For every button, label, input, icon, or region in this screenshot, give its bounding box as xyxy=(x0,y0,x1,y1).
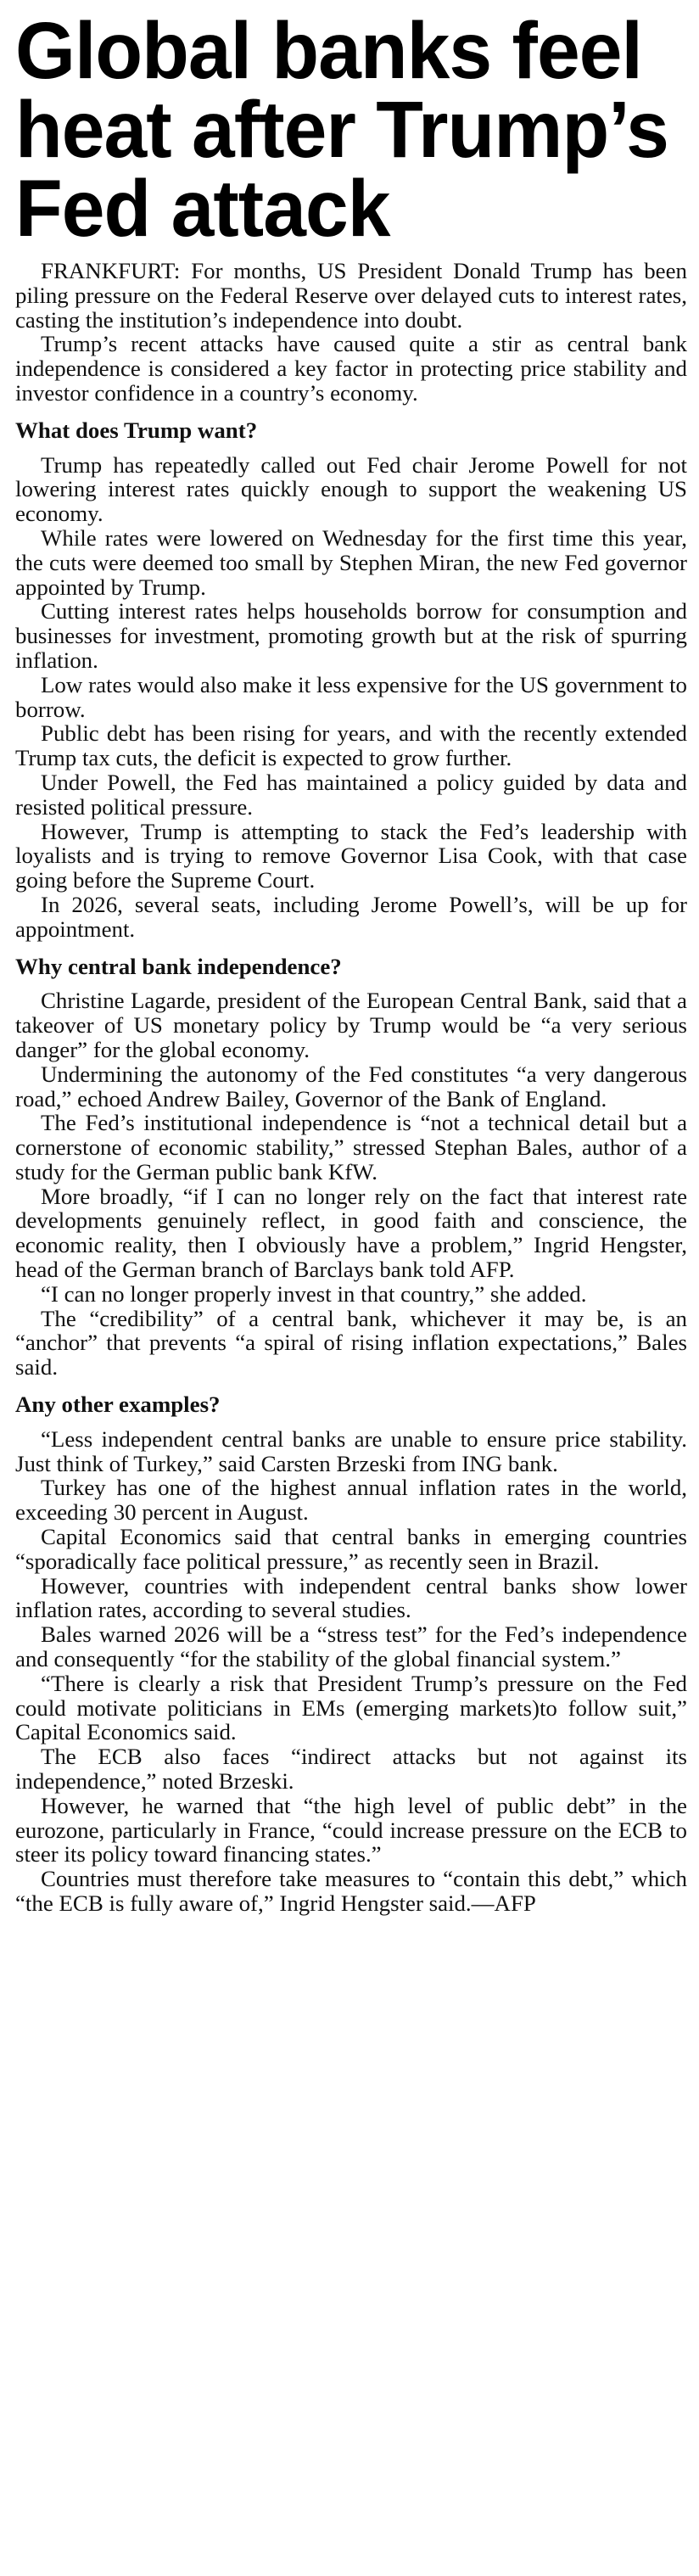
paragraph: However, Trump is attempting to stack the Fed’s leadership with loyalists and is trying to remove Governor Lisa Cook, with that case going before the Supreme Court. xyxy=(15,818,687,893)
paragraph: Trump has repeatedly called out Fed chair Jerome Powell for not lowering interest rates quickly enough to support the weakening US economy. xyxy=(15,451,687,527)
paragraph: Cutting interest rates helps households borrow for consumption and businesses for investment, promoting growth but at the risk of spurring inflation. xyxy=(15,598,687,673)
paragraph: FRANKFURT: For months, US President Donald Trump has been piling pressure on the Federal Reserve over delayed cuts to interest rates, casting the institution’s independence into doubt. xyxy=(15,258,687,333)
paragraph: Countries must therefore take measures to “contain this debt,” which “the ECB is fully aware of,” Ingrid Hengster said.—AFP xyxy=(15,1866,687,1916)
paragraph: “I can no longer properly invest in that country,” she added. xyxy=(41,1280,587,1307)
paragraph: Under Powell, the Fed has maintained a policy guided by data and resisted political pressure. xyxy=(15,769,687,820)
section-heading: Any other examples? xyxy=(15,1392,221,1418)
section-heading: What does Trump want? xyxy=(15,417,258,443)
paragraph: The Fed’s institutional independence is “not a technical detail but a cornerstone of economic stability,” stressed Stephan Bales, author of a study for the German public bank KfW. xyxy=(15,1110,687,1184)
paragraph: Trump’s recent attacks have caused quite a stir as central bank independence is considered a key factor in protecting price stability and investor confidence in a country’s economy. xyxy=(15,331,687,406)
paragraph: Undermining the autonomy of the Fed constitutes “a very dangerous road,” echoed Andrew Bailey, Governor of the Bank of England. xyxy=(15,1061,687,1112)
paragraph: Capital Economics said that central banks in emerging countries “sporadically face political pressure,” as recently seen in Brazil. xyxy=(15,1524,687,1574)
paragraph: While rates were lowered on Wednesday for the first time this year, the cuts were deemed too small by Stephen Miran, the new Fed governor appointed by Trump. xyxy=(15,524,687,600)
paragraph: However, countries with independent central banks show lower inflation rates, according to several studies. xyxy=(15,1572,687,1623)
headline-line: Fed attack xyxy=(15,164,390,254)
paragraph: More broadly, “if I can no longer rely on the fact that interest rate developments genuinely reflect, in good faith and conscience, the economic reality, then I obviously have a problem,” Ingrid Hengster, head of the German branch of Barclays bank told AFP. xyxy=(15,1183,687,1283)
paragraph: However, he warned that “the high level of public debt” in the eurozone, particularly in France, “could increase pressure on the ECB to steer its policy toward financing states.” xyxy=(15,1792,687,1868)
paragraph: Public debt has been rising for years, and with the recently extended Trump tax cuts, the deficit is expected to grow further. xyxy=(15,720,687,771)
paragraph: “Less independent central banks are unable to ensure price stability. Just think of Turkey,” said Carsten Brzeski from ING bank. xyxy=(15,1425,687,1476)
paragraph: The ECB also faces “indirect attacks but not against its independence,” noted Brzeski. xyxy=(15,1744,687,1795)
paragraph: The “credibility” of a central bank, whichever it may be, is an “anchor” that prevents “a spiral of rising inflation expectations,” Bales said. xyxy=(15,1305,687,1380)
article-body xyxy=(15,259,687,1916)
headline-line: heat after Trump’s xyxy=(15,85,668,175)
section-heading: Why central bank independence? xyxy=(15,953,342,979)
paragraph: “There is clearly a risk that President Trump’s pressure on the Fed could motivate politicians in EMs (emerging markets)to follow suit,” Capital Economics said. xyxy=(15,1670,687,1745)
paragraph: Low rates would also make it less expensive for the US government to borrow. xyxy=(15,671,687,722)
article-headline xyxy=(15,6,668,254)
paragraph: Christine Lagarde, president of the European Central Bank, said that a takeover of US monetary policy by Trump would be “a very serious danger” for the global economy. xyxy=(15,988,687,1062)
paragraph: In 2026, several seats, including Jerome Powell’s, will be up for appointment. xyxy=(15,891,687,942)
paragraph: Turkey has one of the highest annual inflation rates in the world, exceeding 30 percent in August. xyxy=(15,1475,687,1526)
paragraph: Bales warned 2026 will be a “stress test” for the Fed’s independence and consequently “for the stability of the global financial system.” xyxy=(15,1621,687,1672)
headline-line: Global banks feel xyxy=(15,6,642,96)
